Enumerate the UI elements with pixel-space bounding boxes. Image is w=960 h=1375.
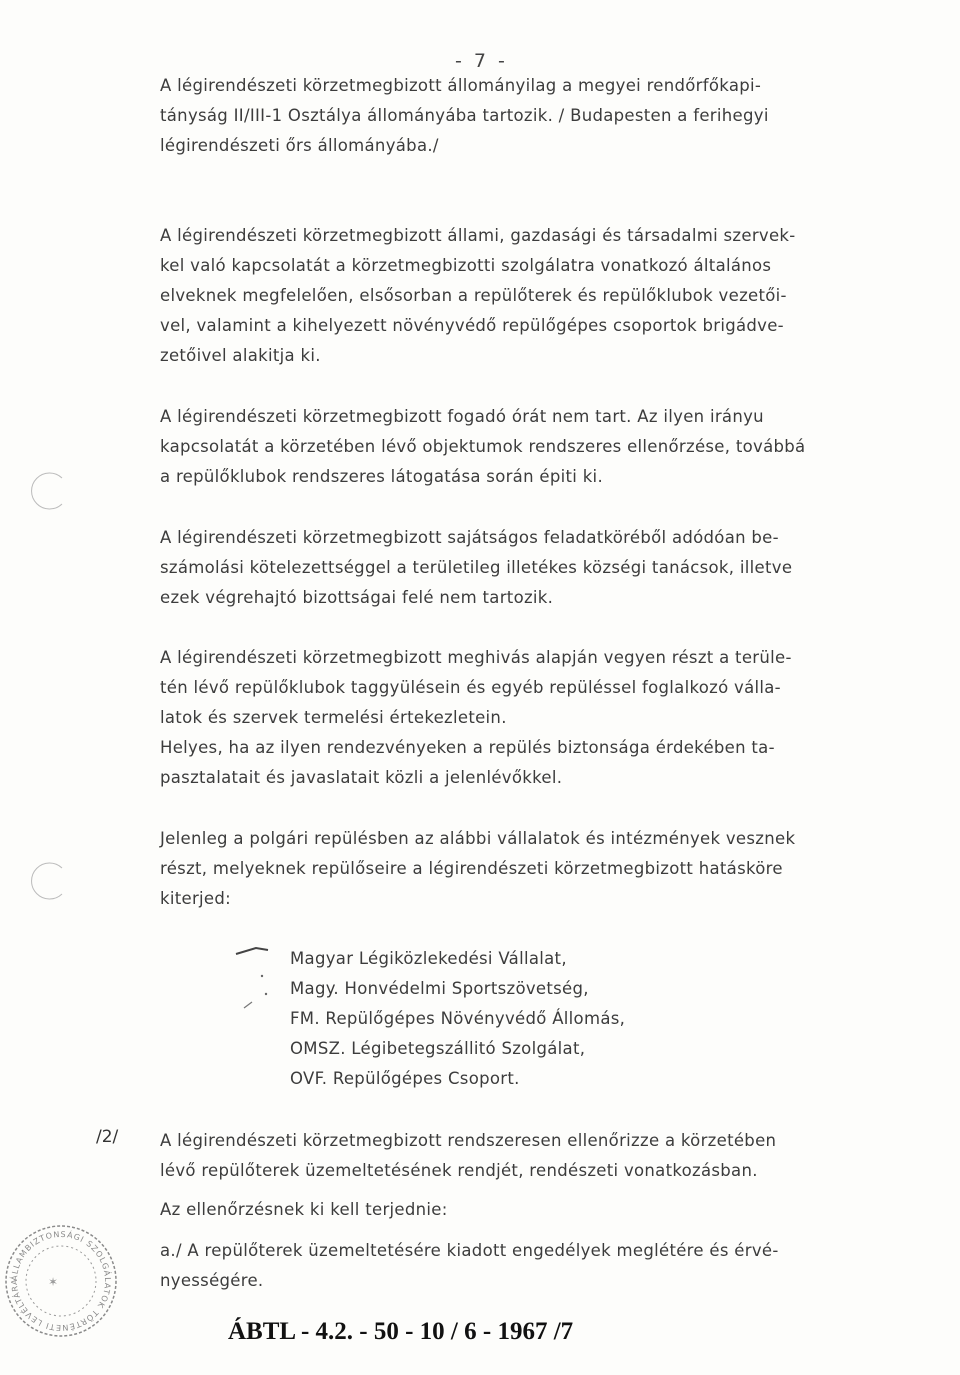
text-line: lévő repülőterek üzemeltetésének rendjét, rendészeti vonatkozásban. [160,1161,758,1180]
text-line: zetőivel alakitja ki. [160,346,321,365]
organization-list [290,944,625,1094]
text-line: latok és szervek termelési értekezletein. [160,708,507,727]
paragraph-3 [160,402,920,492]
text-line: pasztalatait és javaslatait közli a jelenlévőkkel. [160,768,563,787]
list-item: Magyar Légiközlekedési Vállalat, [290,949,567,968]
list-item: OMSZ. Légibetegszállitó Szolgálat, [290,1039,586,1058]
svg-text:ÁLLAMBIZTONSÁGI SZOLGÁLATOK TÖ: ÁLLAMBIZTONSÁGI SZOLGÁLATOK TÖRTÉNETI LEVÉLTÁRA [9,1229,113,1333]
text-line: A légirendészeti körzetmegbizott fogadó órát nem tart. Az ilyen irányu [160,407,764,426]
text-line: A légirendészeti körzetmegbizott rendszeresen ellenőrizze a körzetében [160,1131,777,1150]
text-line: kiterjed: [160,889,232,908]
text-line: Az ellenőrzésnek ki kell terjednie: [160,1200,448,1219]
text-line: tányság II/III-1 Osztálya állományába tartozik. / Budapesten a ferihegyi [160,106,769,125]
text-line: nyességére. [160,1271,264,1290]
text-line: tén lévő repülőklubok taggyülésein és egyéb repüléssel foglalkozó válla- [160,678,781,697]
item-a [160,1236,920,1296]
text-line: ezek végrehajtó bizottságai felé nem tartozik. [160,588,554,607]
punch-hole [28,860,70,902]
text-line: számolási kötelezettséggel a területileg illetékes községi tanácsok, illetve [160,558,793,577]
paragraph-2 [160,221,920,371]
archive-reference: ÁBTL - 4.2. - 50 - 10 / 6 - 1967 /7 [228,1318,574,1345]
text-line: Helyes, ha az ilyen rendezvényeken a repülés biztonsága érdekében ta- [160,738,775,757]
handwritten-mark [226,936,286,1026]
section-2-paragraph [160,1126,920,1186]
text-line: vel, valamint a kihelyezett növényvédő repülőgépes csoportok brigádve- [160,316,784,335]
text-line: A légirendészeti körzetmegbizott meghivás alapján vegyen részt a terüle- [160,648,792,667]
text-line: A légirendészeti körzetmegbizott sajátságos feladatköréből adódóan be- [160,528,779,547]
text-line: kel való kapcsolatát a körzetmegbizotti szolgálatra vonatkozó általános [160,256,772,275]
text-line: részt, melyeknek repülőseire a légirendészeti körzetmegbizott hatásköre [160,859,783,878]
list-item: Magy. Honvédelmi Sportszövetség, [290,979,589,998]
text-line: a repülőklubok rendszeres látogatása során épiti ki. [160,467,603,486]
paragraph-4 [160,523,920,613]
text-line: Jelenleg a polgári repülésben az alábbi vállalatok és intézmények vesznek [160,829,796,848]
text-line: elveknek megfelelően, elsősorban a repülőterek és repülőklubok vezetői- [160,286,787,305]
section-marker: /2/ [96,1127,119,1147]
text-line: A légirendészeti körzetmegbizott állami, gazdasági és társadalmi szervek- [160,226,796,245]
text-line: légirendészeti őrs állományába./ [160,136,439,155]
punch-hole [28,470,70,512]
list-item: FM. Repülőgépes Növényvédő Állomás, [290,1009,626,1028]
list-item: OVF. Repülőgépes Csoport. [290,1069,520,1088]
paragraph-6 [160,824,920,914]
text-line: A légirendészeti körzetmegbizott állományilag a megyei rendőrfőkapi- [160,76,762,95]
text-line: kapcsolatát a körzetében lévő objektumok rendszeres ellenőrzése, továbbá [160,437,806,456]
page-number: - 7 - [455,50,508,72]
paragraph-5 [160,643,920,793]
section-2-lead [160,1195,920,1225]
svg-text:✶: ✶ [48,1275,59,1289]
text-line: a./ A repülőterek üzemeltetésére kiadott engedélyek meglétére és érvé- [160,1241,779,1260]
paragraph-1 [160,71,920,161]
archive-stamp [2,1222,120,1340]
